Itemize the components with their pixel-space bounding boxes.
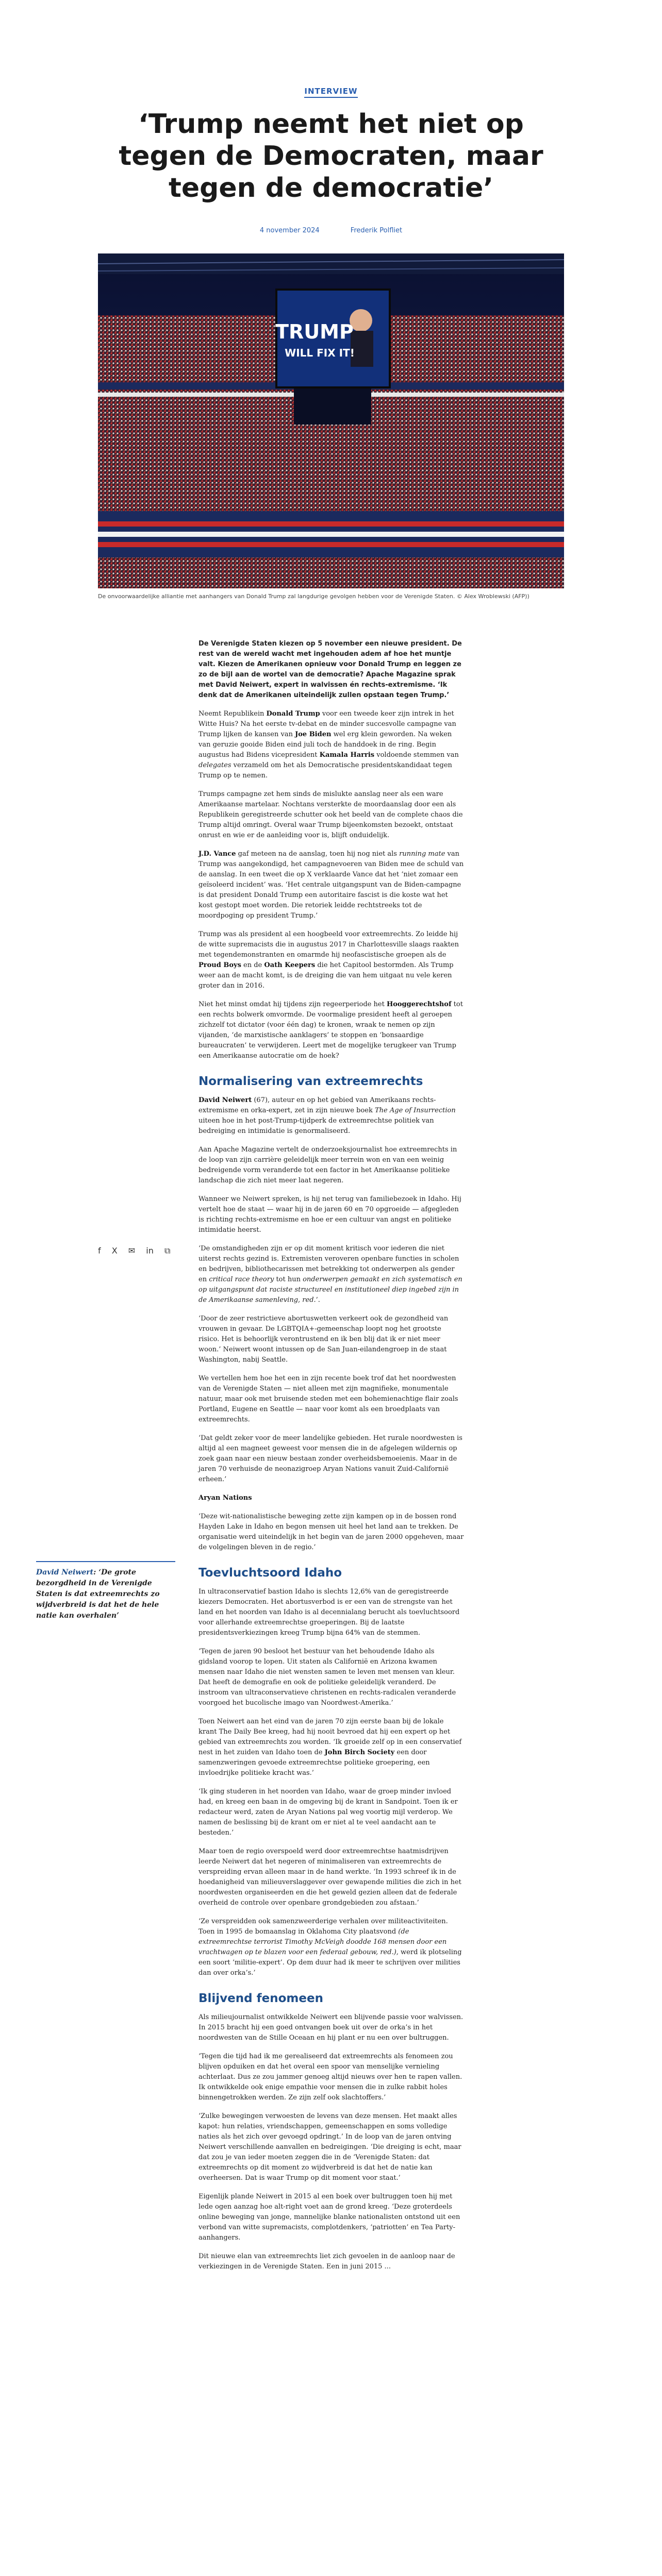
- paragraph: In ultraconservatief bastion Idaho is slechts 12,6% van de geregistreerde kiezers Democraten. Het abortusverbod is er een van de strengste van het land en het noorden van Idaho is al decennialang berucht als toevluchtsoord voor allerhande extreemrechtse groeperingen. Bij de laatste presidentsverkiezingen kreeg Trump bijna 64% van de stemmen.: [198, 1588, 460, 1637]
- paragraph: Maar toen de regio overspoeld werd door extreemrechtse haatmisdrijven leerde Neiwert dat het negeren of minimaliseren van extreemrechts de verspreiding ervan alleen maar in de hand werkte. ‘In 1993 schreef ik in de hoedanigheid van milieuverslaggever over gewapende milities die zich in het noordwesten organiseerden en die het geweld gezien alleen dat de federale overheid de controle over openbare grondgebieden zou afstaan.’: [198, 1848, 461, 1907]
- paragraph: David Neiwert (67), auteur en op het gebied van Amerikaans rechts-extremisme en orka-expert, zet in zijn nieuwe boek The Age of Insurrection uiteen hoe in het post-Trump-tijdperk de extreemrechtse politiek van bedreiging en intimidatie is genormaliseerd.: [198, 1096, 456, 1135]
- paragraph: Toen Neiwert aan het eind van de jaren 70 zijn eerste baan bij de lokale krant The Daily Bee kreeg, had hij nooit bevroed dat hij een expert op het gebied van extreemrechts zou worden. ‘Ik groeide zelf op in een conservatief nest in het zuiden van Idaho toen de John Birch Society een door samenzweringen gevoede extreemrechtse politieke groepering, een invloedrijke politieke kracht was.’: [198, 1718, 462, 1777]
- paragraph: Trumps campagne zet hem sinds de mislukte aanslag neer als een ware Amerikaanse martelaar. Nochtans versterkte de moordaanslag door een als Republikein geregistreerde schutter ook het beeld van de complete chaos die Trump altijd omringt. Overal waar Trump bijeenkomsten bezoekt, ontstaat onrust en wie er de aanleiding voor is, blijft onduidelijk.: [198, 790, 463, 839]
- x-icon[interactable]: X: [111, 1246, 118, 1256]
- share-bar: [98, 1246, 178, 1256]
- mail-icon[interactable]: ✉: [128, 1246, 136, 1256]
- linkedin-icon[interactable]: in: [146, 1246, 154, 1256]
- section-heading: Blijvend fenomeen: [198, 1992, 323, 2005]
- section-heading: Normalisering van extreemrechts: [198, 1075, 423, 1088]
- paragraph: ‘Door de zeer restrictieve abortuswetten verkeert ook de gezondheid van vrouwen in gevaar. De LGBTQIA+-gemeenschap loopt nog het grootste risico. Het is behoorlijk verontrustend en ik ben blij dat ik er niet meer woon.’ Neiwert woont intussen op de San Juan-eilandengroep in de staat Washington, nabij Seattle.: [198, 1315, 449, 1364]
- paragraph: We vertellen hem hoe het een in zijn recente boek trof dat het noordwesten van de Verenigde Staten — niet alleen met zijn magnifieke, monumentale natuur, maar ook met bruisende steden met een bohemienachtige flair zoals Portland, Eugene en Seattle — naar voor komt als een broedplaats van extreemrechts.: [198, 1375, 458, 1423]
- paragraph: ‘Tegen de jaren 90 besloot het bestuur van het behoudende Idaho als gidsland voorop te lopen. Uit staten als Californië en Arizona kwamen mensen naar Idaho die niet wensten samen te leven met mensen van kleur. Dat heeft de demografie en ook de politieke geleidelijk veranderd. De instroom van ultraconservatieve christenen en rechts-radicalen veranderde voorgoed het bucolische imago van Noordwest-Amerika.’: [198, 1648, 456, 1707]
- page-title: ‘Trump neemt het niet op tegen de Democraten, maar tegen de democratie’: [119, 109, 543, 204]
- publish-date: 4 november 2024: [259, 227, 320, 234]
- hero-caption: De onvoorwaardelijke alliantie met aanhangers van Donald Trump zal langdurige gevolgen hebben voor de Verenigde Staten. © Alex Wroblewski (AFP)): [98, 593, 529, 600]
- rally-photo: [98, 253, 564, 588]
- author-link[interactable]: Frederik Polfliet: [350, 227, 403, 234]
- paragraph: ‘Ze verspreidden ook samenzweerderige verhalen over militeactiviteiten. Toen in 1995 de bomaanslag in Oklahoma City plaatsvond (de extreemrechtse terrorist Timothy McVeigh doodde 168 mensen door een vrachtwagen op te blazen voor een federaal gebouw, red.), werd ik plotseling een soort ‘militie-expert’. Op dem duur had ik meer te schrijven over milities dan over orka’s.’: [198, 1918, 462, 1977]
- article-lead: De Verenigde Staten kiezen op 5 november een nieuwe president. De rest van de wereld wacht met ingehouden adem af hoe het muntje valt. Kiezen de Amerikanen opnieuw voor Donald Trump en leggen ze zo de bijl aan de wortel van de democratie? Apache Magazine sprak met David Neiwert, expert in walvissen én rechts-extremisme. ‘Ik denk dat de Amerikanen uiteindelijk zullen opstaan tegen Trump.’: [198, 640, 462, 699]
- screen-subline: WILL FIX IT!: [285, 347, 355, 359]
- paragraph: Neemt Republikein Donald Trump voor een tweede keer zijn intrek in het Witte Huis? Na het eerste tv-debat en de minder succesvolle campagne van Trump lijken de kansen van Joe Biden wel erg klein geworden. Na weken van geruzie gooide Biden eind juli toch de handdoek in de ring. Begin augustus had Bidens vicepresident Kamala Harris voldoende stemmen van delegates verzameld om het als Democratische presidentskandidaat tegen Trump op te nemen.: [198, 710, 459, 779]
- byline: [0, 227, 662, 234]
- paragraph: Dit nieuwe elan van extreemrechts liet zich gevoelen in de aanloop naar de verkiezingen in de Verenigde Staten. Een in juni 2015 ...: [198, 2252, 455, 2270]
- paragraph: Als milieujournalist ontwikkelde Neiwert een blijvende passie voor walvissen. In 2015 bracht hij een goed ontvangen boek uit over de orka’s in het noordwesten van de Stille Oceaan en hij plant er nu een over bultruggen.: [198, 2013, 464, 2042]
- pull-quote-left: David Neiwert: ‘De grote bezorgdheid in de Verenigde Staten is dat extreemrechts zo wijdverbreid is dat het de hele natie kan overhalen’: [36, 1561, 175, 1621]
- copy-link-icon[interactable]: ⧉: [164, 1246, 171, 1256]
- section-kicker: INTERVIEW: [0, 87, 662, 96]
- section-heading: Toevluchtsoord Idaho: [198, 1566, 342, 1580]
- hero-image: [98, 253, 564, 588]
- article-body: [198, 639, 464, 2280]
- paragraph: ‘Tegen die tijd had ik me gerealiseerd dat extreemrechts als fenomeen zou blijven opduiken en dat het overal een spoor van menselijke vernieling achterlaat. Dus ze zou jammer genoeg altijd nieuws over hen te rapen vallen. Ik ontwikkelde ook enige empathie voor mensen die in zulke rabbit holes binnengetrokken werden. Ze zijn zelf ook slachtoffers.’: [198, 2053, 462, 2102]
- paragraph: Trump was als president al een hoogbeeld voor extreemrechts. Zo leidde hij de witte supremacists die in augustus 2017 in Charlottesville slaags raakten met tegendemonstranten en omarmde hij neofascistische groepen als de Proud Boys en de Oath Keepers die het Capitool bestormden. Als Trump weer aan de macht komt, is de dreiging die van hem uitgaat nu vele keren groter dan in 2016.: [198, 930, 459, 990]
- paragraph: ‘De omstandigheden zijn er op dit moment kritisch voor iederen die niet uiterst rechts gezind is. Extremisten veroveren openbare functies in scholen en bedrijven, bibliothecarissen met betrekking tot onderwerpen als gender en critical race theory tot hun onderwerpen gemaakt en zich systematisch en op uitgangspunt dat raciste structureel en institutioneel diep ingebed zijn in de Amerikaanse samenleving, red.’.: [198, 1245, 462, 1304]
- paragraph: Eigenlijk plande Neiwert in 2015 al een boek over bultruggen toen hij met lede ogen aanzag hoe alt-right voet aan de grond kreeg. ‘Deze groterdeels online beweging van jonge, mannelijke blanke nationalisten ontstond uit een verbond van witte supremacists, complotdenkers, ‘patriotten’ en Tea Party-aanhangers.: [198, 2193, 460, 2242]
- paragraph: J.D. Vance gaf meteen na de aanslag, toen hij nog niet als running mate van Trump was aangekondigd, het campagnevoeren van Biden mee de schuld van de aanslag. In een tweet die op X verklaarde Vance dat het ‘niet zomaar een geïsoleerd incident’ was. ‘Het centrale uitgangspunt van de Biden-campagne is dat president Donald Trump een autoritaire fascist is die koste wat het kost gestopt moet worden. Die retoriek leidde rechtstreeks tot de moordpoging op president Trump.’: [198, 850, 464, 920]
- paragraph-highlight: Aryan Nations: [198, 1494, 252, 1502]
- paragraph: Wanneer we Neiwert spreken, is hij net terug van familiebezoek in Idaho. Hij vertelt hoe de staat — waar hij in de jaren 60 en 70 opgroeide — afgegleden is richting rechts-extremisme en hoe er een cultuur van angst en politieke intimidatie heerst.: [198, 1195, 461, 1234]
- paragraph: ‘Deze wit-nationalistische beweging zette zijn kampen op in de bossen rond Hayden Lake in Idaho en begon mensen uit heel het land aan te trekken. De organisatie werd uiteindelijk in het begin van de jaren 2000 opgeheven, maar de volgelingen bleven in de regio.’: [198, 1513, 464, 1551]
- paragraph: ‘Dat geldt zeker voor de meer landelijke gebieden. Het rurale noordwesten is altijd al een magneet geweest voor mensen die in de afgelegen wildernis op zoek gaan naar een nieuw bestaan zonder overheidsbemoeienis. Maar in de jaren 70 verhuisde de neonazigroep Aryan Nations vanuit Zuid-Californië erheen.’: [198, 1434, 462, 1483]
- paragraph: ‘Ik ging studeren in het noorden van Idaho, waar de groep minder invloed had, en kreeg een baan in de omgeving bij de krant in Sandpoint. Toen ik er redacteur werd, zaten de Aryan Nations pal weg voortig mijl verderop. We namen de beslissing bij de krant om er niet al te veel aandacht aan te besteden.’: [198, 1788, 458, 1837]
- paragraph: ‘Zulke bewegingen verwoesten de levens van deze mensen. Het maakt alles kapot: hun relaties, vriendschappen, gemeenschappen en soms volledige naties als het zich over gevoegd opdringt.’ In de loop van de jaren ontving Neiwert verschillende aanvallen en bedreigingen. ‘Die dreiging is echt, maar dat zou je van ieder moeten zeggen die in de ‘Verenigde Staten: dat extreemrechts op dit moment zo wijdverbreid is dat het de natie kan overheersen. Dat is waar Trump op dit moment voor staat.’: [198, 2112, 461, 2182]
- paragraph: Aan Apache Magazine vertelt de onderzoeksjournalist hoe extreemrechts in de loop van zijn carrière geleidelijk meer terrein won en van een weinig bedreigende vorm veranderde tot een factor in het Amerikaanse politieke landschap die zich niet meer laat negeren.: [198, 1146, 457, 1184]
- facebook-icon[interactable]: f: [98, 1246, 101, 1256]
- paragraph: Niet het minst omdat hij tijdens zijn regeerperiode het Hooggerechtshof tot een rechts bolwerk omvormde. De voormalige president heeft al geroepen zichzelf tot dictator (voor één dag) te kronen, wraak te nemen op zijn vijanden, ‘de marxistische aanklagers’ te stoppen en ‘bonsaardige bureaucraten’ te verwijderen. Leert met de mogelijke terugkeer van Trump een Amerikaanse autocratie om de hoek?: [198, 1001, 463, 1060]
- screen-headline: TRUMP: [275, 320, 354, 343]
